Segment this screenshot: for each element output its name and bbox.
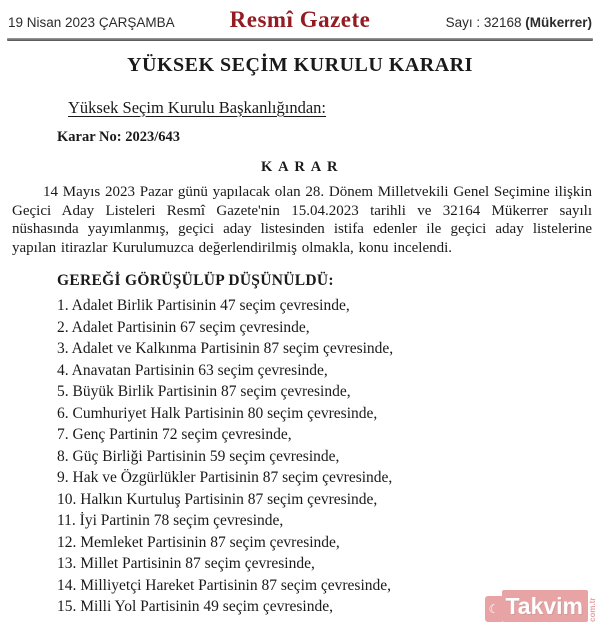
party-list-item: 12. Memleket Partisinin 87 seçim çevresinde, xyxy=(57,533,340,551)
issue-number-label: Sayı : 32168 xyxy=(445,15,526,30)
decision-heading: K A R A R xyxy=(261,159,339,175)
party-list-item: 15. Milli Yol Partisinin 49 seçim çevresinde, xyxy=(57,598,333,615)
document-title: YÜKSEK SEÇİM KURULU KARARI xyxy=(127,54,473,76)
party-list-item: 6. Cumhuriyet Halk Partisinin 80 seçim çevresinde, xyxy=(57,404,378,422)
party-list-item: 9. Hak ve Özgürlükler Partisinin 87 seçim çevresinde, xyxy=(57,469,393,486)
masthead-divider xyxy=(7,38,593,41)
crescent-star-icon: ☾ xyxy=(485,596,502,622)
party-list-item: 4. Anavatan Partisinin 63 seçim çevresinde, xyxy=(57,361,328,379)
publication-date: 19 Nisan 2023 ÇARŞAMBA xyxy=(8,15,175,30)
issue-number xyxy=(370,15,592,30)
issuing-authority-line: Yüksek Seçim Kurulu Başkanlığından: xyxy=(68,98,327,117)
party-list-item: 11. İyi Partinin 78 seçim çevresinde, xyxy=(57,512,284,529)
party-list-item: 3. Adalet ve Kalkınma Partisinin 87 seçim çevresinde, xyxy=(57,340,394,357)
party-list-item: 2. Adalet Partisinin 67 seçim çevresinde, xyxy=(57,318,310,336)
party-list xyxy=(57,295,600,618)
party-list-item: 8. Güç Birliği Partisinin 59 seçim çevresinde, xyxy=(57,447,340,465)
party-list-item: 10. Halkın Kurtuluş Partisinin 87 seçim çevresinde, xyxy=(57,490,378,508)
gazette-brand-title: Resmî Gazete xyxy=(229,7,371,32)
takvim-watermark xyxy=(485,590,598,622)
party-list-item: 1. Adalet Birlik Partisinin 47 seçim çevresinde, xyxy=(57,297,350,314)
party-list-item: 14. Milliyetçi Hareket Partisinin 87 seçim çevresinde, xyxy=(57,576,392,594)
party-list-item: 5. Büyük Birlik Partisinin 87 seçim çevresinde, xyxy=(57,383,351,400)
party-list-item: 7. Genç Partinin 72 seçim çevresinde, xyxy=(57,426,292,443)
watermark-domain-suffix: com.tr xyxy=(588,597,597,622)
issue-number-suffix: (Mükerrer) xyxy=(525,15,592,30)
party-list-item: 13. Millet Partisinin 87 seçim çevresinde, xyxy=(57,555,315,572)
decision-body-paragraph: 14 Mayıs 2023 Pazar günü yapılacak olan 28. Dönem Milletvekili Genel Seçimine ilişkin Geçici Aday Listeleri Resmî Gazete'nin 15.04.2023 tarihli ve 32164 Mükerrer sayılı nüshasında yayımlanmış, geçici aday listesinden istifa edenler ile geçici aday listelerine yapılan itirazlar Kurulumuzca değerlendirilmiş olmakla, konu incelendi. xyxy=(12,184,592,256)
watermark-brand-text: Takvim xyxy=(502,590,588,622)
decision-number: Karar No: 2023/643 xyxy=(57,129,180,145)
masthead xyxy=(0,0,600,36)
resolution-heading: GEREĞİ GÖRÜŞÜLÜP DÜŞÜNÜLDÜ: xyxy=(57,272,334,289)
